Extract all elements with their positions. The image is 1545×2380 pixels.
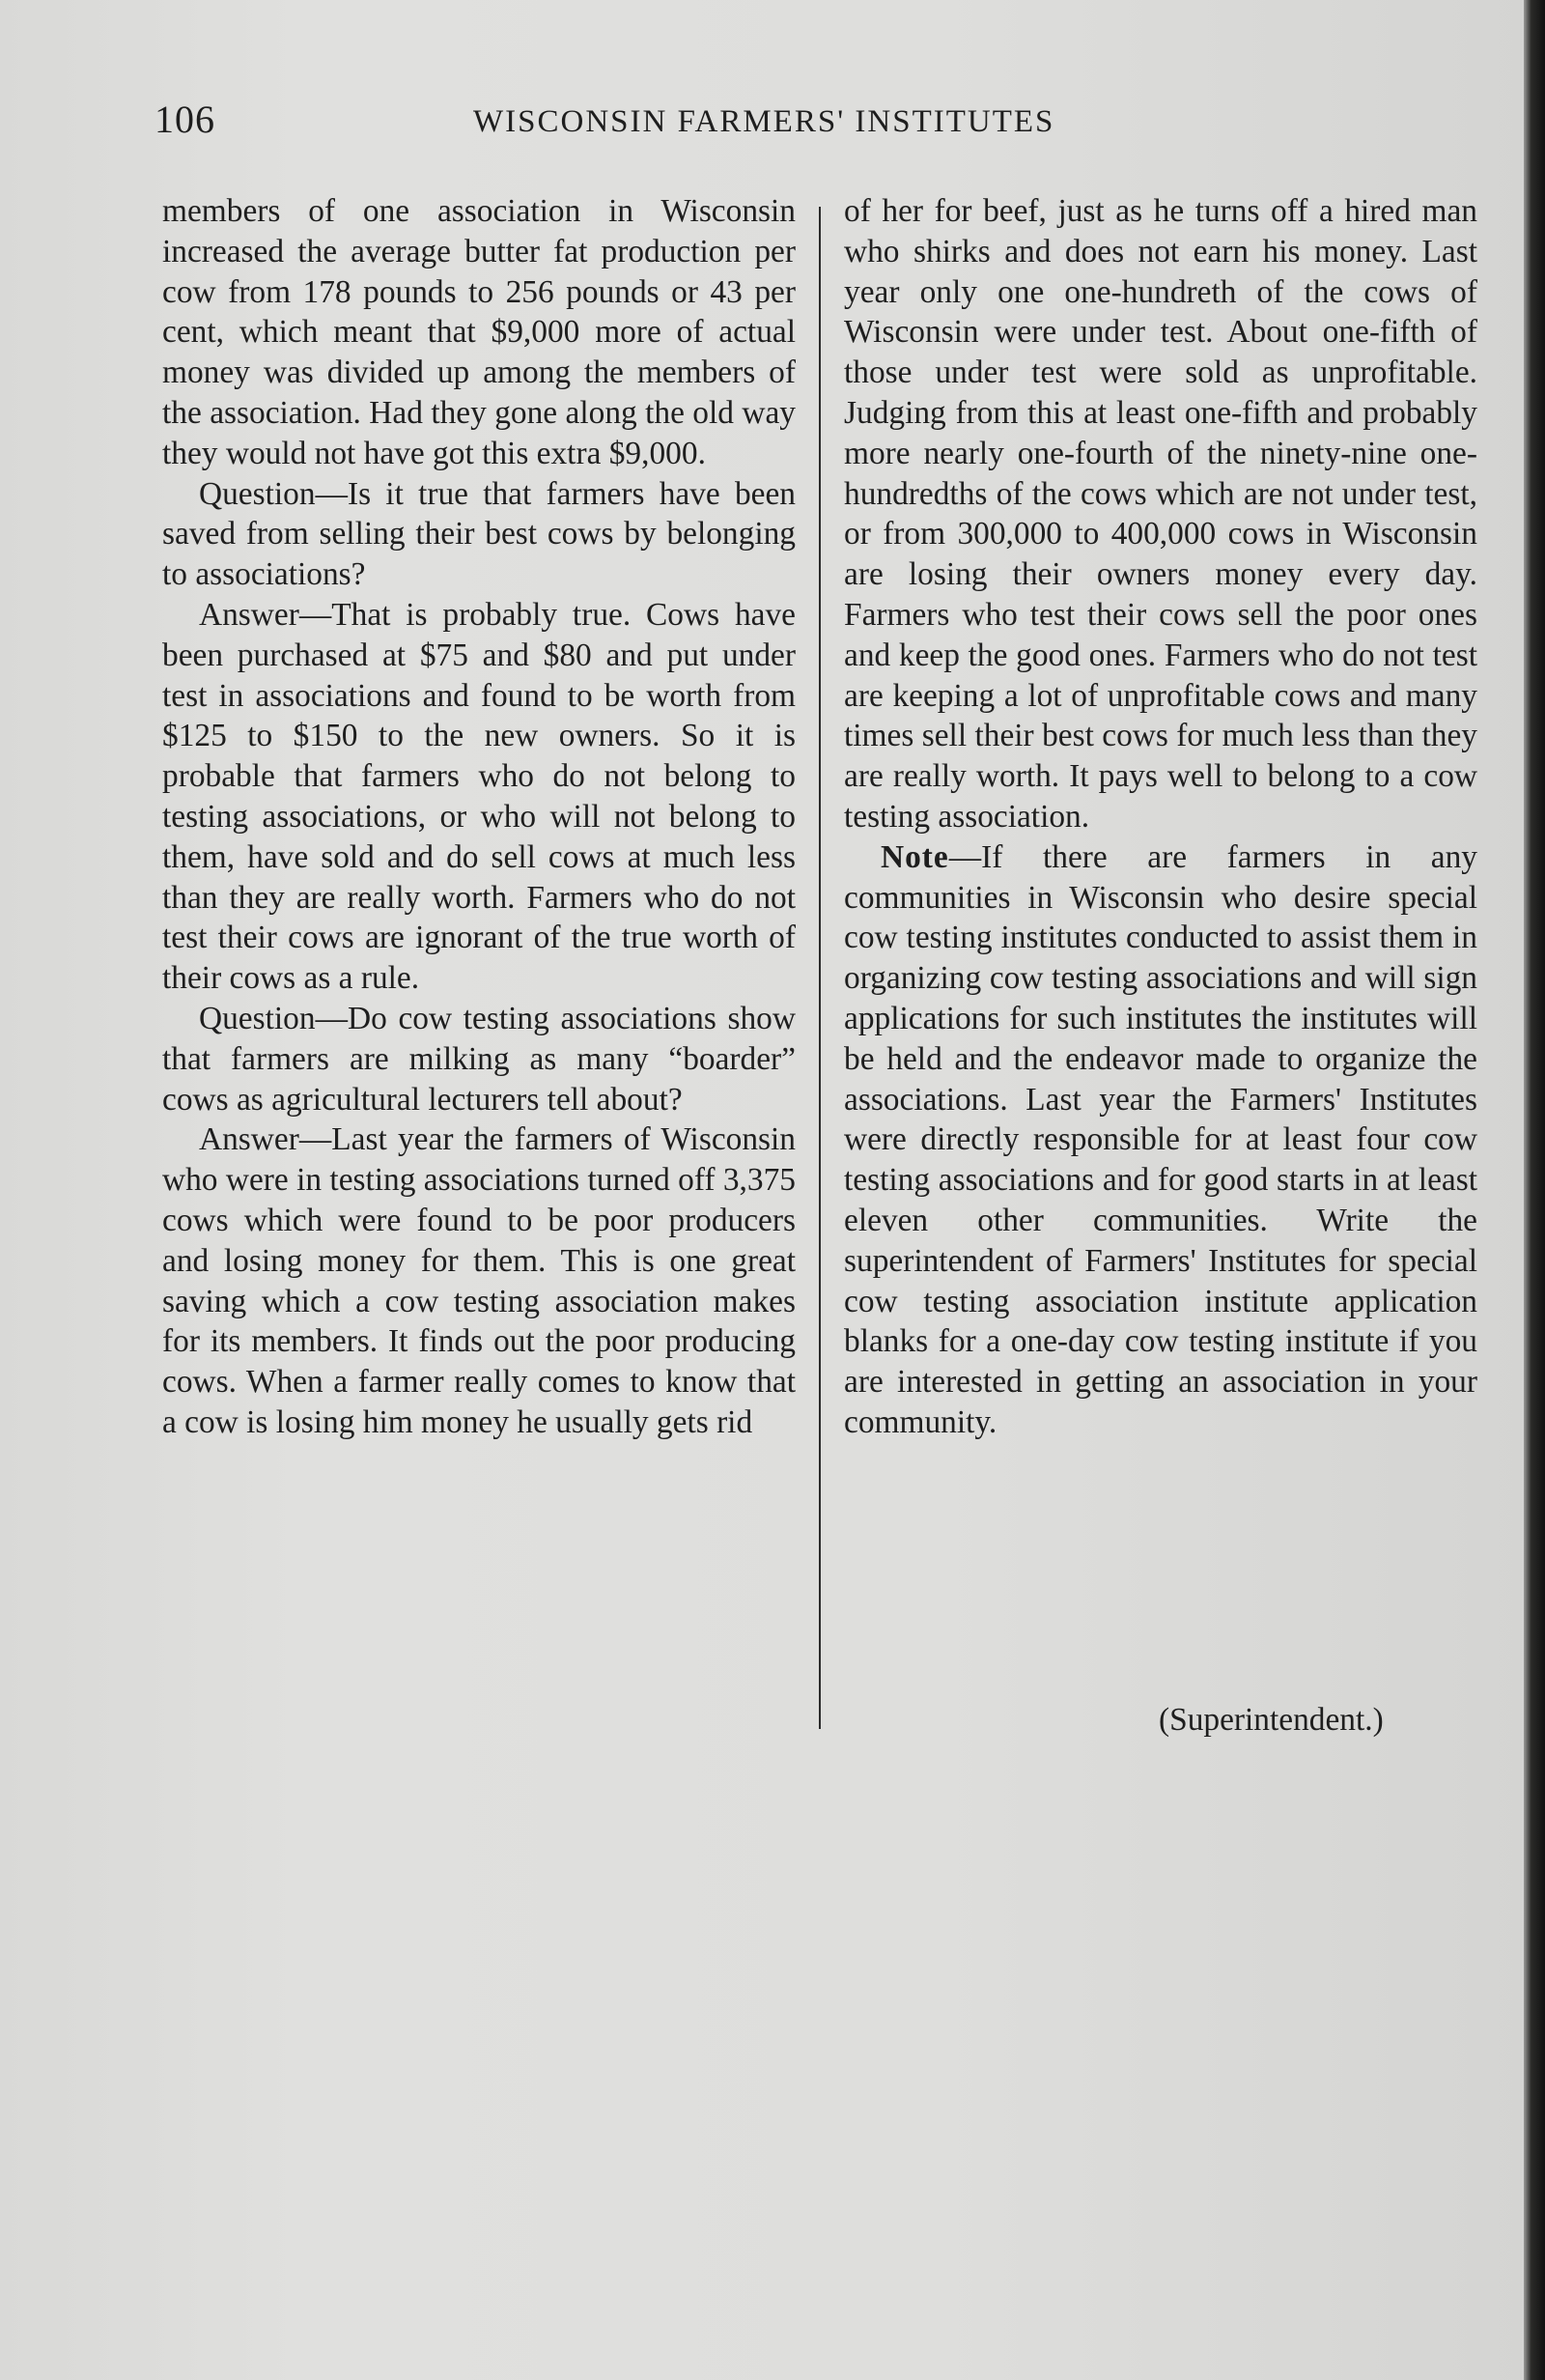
note-paragraph <box>844 837 1477 1443</box>
note-text: —If there are farmers in any communities in Wisconsin who desire special cow testing institutes conducted to assist them in organizing cow testing associations and will sign applications for such institutes the institutes will be held and the endeavor made to organize the associations. Last year the Farmers' Institutes were directly responsible for at least four cow testing associations and for good starts in at least eleven other communities. Write the superintendent of Farmers' Institutes for special cow testing association institute application blanks for a one-day cow testing institute if you are interested in getting an association in your community. <box>844 838 1477 1440</box>
column-divider <box>819 207 821 1729</box>
left-column <box>162 191 796 1443</box>
question-paragraph: Question—Do cow testing associations show that farmers are milking as many “boarder” cows as agricultural lecturers tell about? <box>162 1000 796 1118</box>
page-header <box>154 97 1178 155</box>
answer-paragraph: Answer—That is probably true. Cows have been purchased at $75 and $80 and put under test in associations and found to be worth from $125 to $150 to the new owners. So it is probable that farmers who do not belong to testing associations, or who will not belong to them, have sold and do sell cows at much less than they are really worth. Farmers who do not test their cows are ignorant of the true worth of their cows as a rule. <box>162 596 796 997</box>
signature: (Superintendent.) <box>1159 1702 1384 1738</box>
page-edge-shadow <box>1524 0 1545 2380</box>
page-number: 106 <box>154 98 215 141</box>
answer-paragraph: Answer—Last year the farmers of Wisconsin who were in testing associations turned off 3,375 cows which were found to be poor producers and losing money for them. This is one great saving which a cow testing association makes for its members. It finds out the poor producing cows. When a farmer really comes to know that a cow is losing him money he usually gets rid <box>162 1121 796 1440</box>
note-label: Note <box>881 838 949 875</box>
right-column <box>844 191 1477 1443</box>
running-head: WISCONSIN FARMERS' INSTITUTES <box>473 104 1055 139</box>
paragraph: of her for beef, just as he turns off a hired man who shirks and does not earn his money. Last year only one one-hundreth of the cows of Wisconsin were under test. About one-fifth of those under test were sold as unprofitable. Judging from this at least one-fifth and probably more nearly one-fourth of the ninety-nine one-hundredths of the cows which are not under test, or from 300,000 to 400,000 cows in Wisconsin are losing their owners money every day. Farmers who test their cows sell the poor ones and keep the good ones. Farmers who do not test are keeping a lot of unprofitable cows and many times sell their best cows for much less than they are really worth. It pays well to belong to a cow testing association. <box>844 193 1477 835</box>
paragraph: members of one association in Wisconsin increased the average butter fat production per cow from 178 pounds to 256 pounds or 43 per cent, which meant that $9,000 more of actual money was divided up among the members of the association. Had they gone along the old way they would not have got this extra $9,000. <box>162 193 796 471</box>
question-paragraph: Question—Is it true that farmers have been saved from selling their best cows by belonging to associations? <box>162 475 796 593</box>
